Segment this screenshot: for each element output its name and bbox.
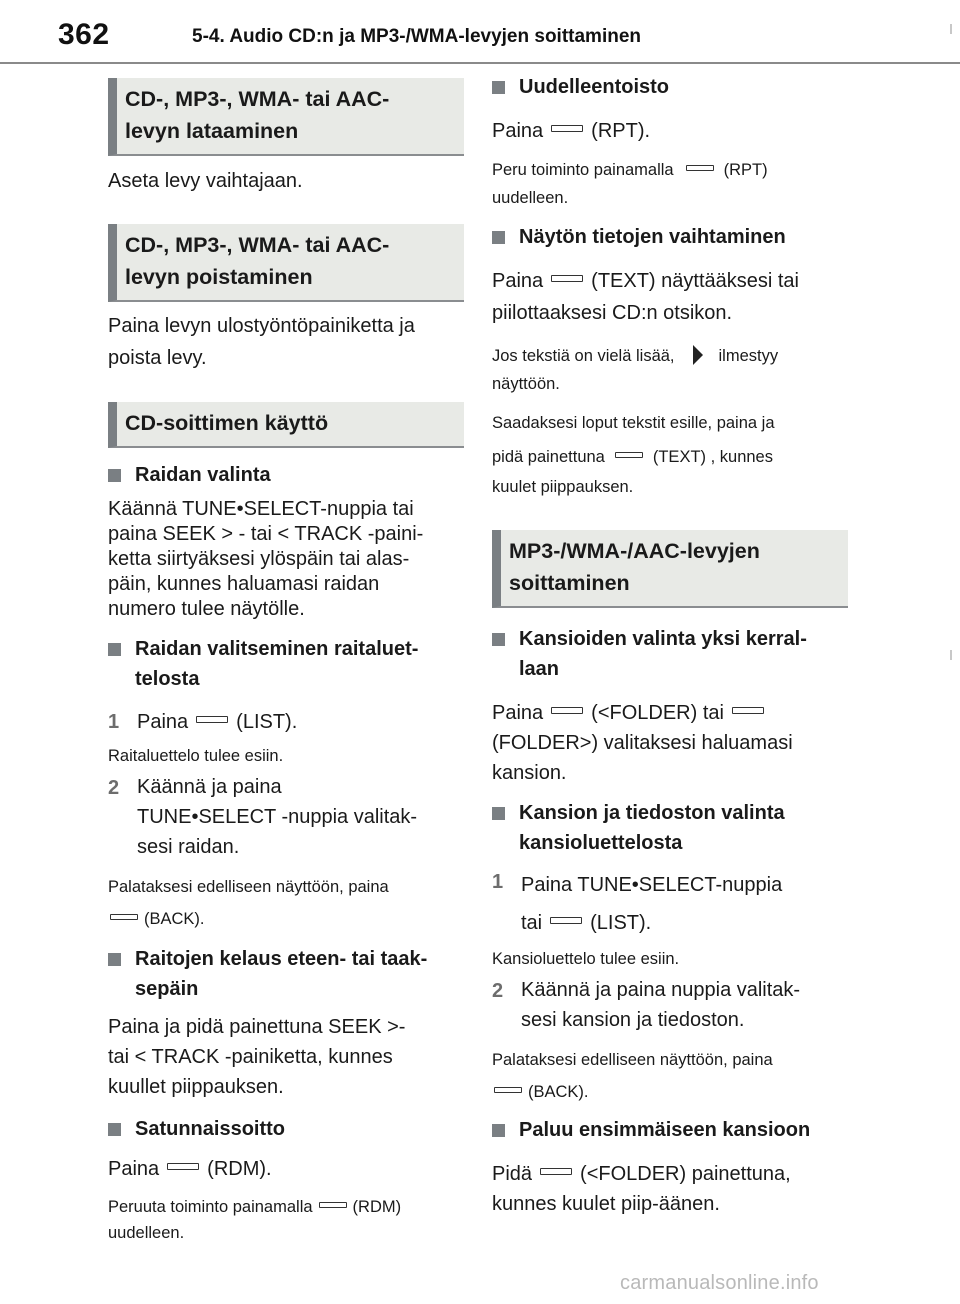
step-2: 2 Käännä ja paina nuppia valitak- sesi kansion ja tiedoston. bbox=[492, 975, 848, 1035]
crop-mark bbox=[950, 650, 952, 660]
arrow-right-icon bbox=[693, 345, 703, 365]
bullet-square-icon bbox=[492, 1124, 505, 1137]
button-icon bbox=[551, 275, 583, 282]
paragraph: Käännä TUNE•SELECT-nuppia tai paina SEEK > - tai < TRACK -paini- ketta siirtyäksesi ylöspäin tai alas- päin, kunnes haluamasi raidan numero tulee näytölle. bbox=[108, 498, 424, 620]
bullet-square-icon bbox=[108, 953, 121, 966]
section-title: CD-soittimen käyttö bbox=[125, 411, 329, 435]
note: Palataksesi edelliseen näyttöön, paina (BACK). bbox=[108, 878, 389, 928]
chapter-title: 5-4. Audio CD:n ja MP3-/WMA-levyjen soittaminen bbox=[192, 26, 642, 47]
section-title: CD-, MP3-, WMA- tai AAC- bbox=[125, 233, 390, 257]
paragraph: Paina (<FOLDER) tai (FOLDER>) valitaksesi haluamasi kansion. bbox=[492, 702, 793, 784]
section-cd-player-usage bbox=[108, 402, 464, 448]
subheading-folder-file-list: Kansion ja tiedoston valinta kansioluettelosta bbox=[492, 798, 848, 858]
button-icon bbox=[319, 1202, 347, 1208]
right-column bbox=[492, 62, 848, 1219]
section-cd-eject bbox=[108, 224, 464, 302]
subheading-shuffle: Satunnaissoitto bbox=[108, 1114, 464, 1144]
step-2: 2 Käännä ja paina TUNE•SELECT -nuppia valitak- sesi raidan. bbox=[108, 772, 464, 862]
bullet-square-icon bbox=[492, 231, 505, 244]
page-header bbox=[0, 0, 960, 62]
section-title: levyn lataaminen bbox=[125, 119, 299, 143]
note: Saadaksesi loput tekstit esille, paina ja pidä painettuna (TEXT) , kunnes kuulet piippauksen. bbox=[492, 414, 775, 496]
crop-mark bbox=[950, 24, 952, 34]
bullet-square-icon bbox=[108, 643, 121, 656]
section-title: CD-, MP3-, WMA- tai AAC- bbox=[125, 87, 390, 111]
step-number: 1 bbox=[108, 711, 120, 733]
bullet-square-icon bbox=[108, 1123, 121, 1136]
button-icon bbox=[551, 707, 583, 714]
subheading-display-info: Näytön tietojen vaihtaminen bbox=[492, 222, 848, 252]
button-icon bbox=[732, 707, 764, 714]
note: Jos tekstiä on vielä lisää, ilmestyy näyttöön. bbox=[492, 347, 779, 393]
step-number: 1 bbox=[492, 871, 504, 893]
step-number: 2 bbox=[492, 980, 504, 1002]
note: Palataksesi edelliseen näyttöön, paina (BACK). bbox=[492, 1051, 773, 1101]
text-line: Paina levyn ulostyöntöpainiketta ja bbox=[108, 315, 415, 337]
subheading-folder-select: Kansioiden valinta yksi kerral- laan bbox=[492, 624, 848, 684]
subheading-track-list: Raidan valitseminen raitaluet- telosta bbox=[108, 634, 464, 694]
paragraph bbox=[108, 310, 464, 374]
bullet-square-icon bbox=[492, 633, 505, 646]
subheading-track-select: Raidan valinta bbox=[108, 460, 464, 490]
paragraph: Paina ja pidä painettuna SEEK >- tai < TRACK -painiketta, kunnes kuullet piippauksen. bbox=[108, 1016, 406, 1098]
paragraph: Aseta levy vaihtajaan. bbox=[108, 170, 303, 192]
section-title: MP3-/WMA-/AAC-levyjen bbox=[509, 539, 760, 563]
subheading-repeat: Uudelleentoisto bbox=[492, 72, 848, 102]
step-1: 1 Paina (LIST). bbox=[108, 706, 464, 739]
text-line: poista levy. bbox=[108, 347, 207, 369]
paragraph: Pidä (<FOLDER) painettuna, kunnes kuulet piip-äänen. bbox=[492, 1163, 791, 1215]
watermark: carmanualsonline.info bbox=[620, 1272, 819, 1294]
button-icon bbox=[540, 1168, 572, 1175]
paragraph: Paina (RPT). bbox=[492, 120, 651, 142]
step-number: 2 bbox=[108, 777, 120, 799]
section-mp3-playback bbox=[492, 530, 848, 608]
button-icon bbox=[167, 1163, 199, 1170]
page-number: 362 bbox=[58, 18, 110, 51]
button-icon bbox=[494, 1087, 522, 1093]
step-1: 1 Paina TUNE•SELECT-nuppia tai (LIST). bbox=[492, 866, 848, 942]
button-icon bbox=[615, 452, 643, 458]
button-icon bbox=[686, 165, 714, 171]
left-column bbox=[108, 62, 464, 1246]
note: Peruuta toiminto painamalla (RDM) uudelleen. bbox=[108, 1198, 402, 1242]
paragraph: Paina (RDM). bbox=[108, 1158, 272, 1180]
paragraph: Paina (TEXT) näyttääksesi tai piilottaaksesi CD:n otsikon. bbox=[492, 270, 799, 324]
note: Peru toiminto painamalla (RPT) uudelleen. bbox=[492, 161, 768, 207]
section-title: soittaminen bbox=[509, 571, 630, 595]
note: Raitaluettelo tulee esiin. bbox=[108, 747, 284, 765]
section-cd-loading bbox=[108, 78, 464, 156]
button-icon bbox=[196, 716, 228, 723]
subheading-fast-forward: Raitojen kelaus eteen- tai taak- sepäin bbox=[108, 944, 464, 1004]
button-icon bbox=[110, 914, 138, 920]
bullet-square-icon bbox=[492, 81, 505, 94]
note: Kansioluettelo tulee esiin. bbox=[492, 950, 680, 968]
subheading-first-folder: Paluu ensimmäiseen kansioon bbox=[492, 1115, 848, 1145]
button-icon bbox=[551, 125, 583, 132]
bullet-square-icon bbox=[492, 807, 505, 820]
button-icon bbox=[550, 917, 582, 924]
bullet-square-icon bbox=[108, 469, 121, 482]
section-title: levyn poistaminen bbox=[125, 265, 313, 289]
